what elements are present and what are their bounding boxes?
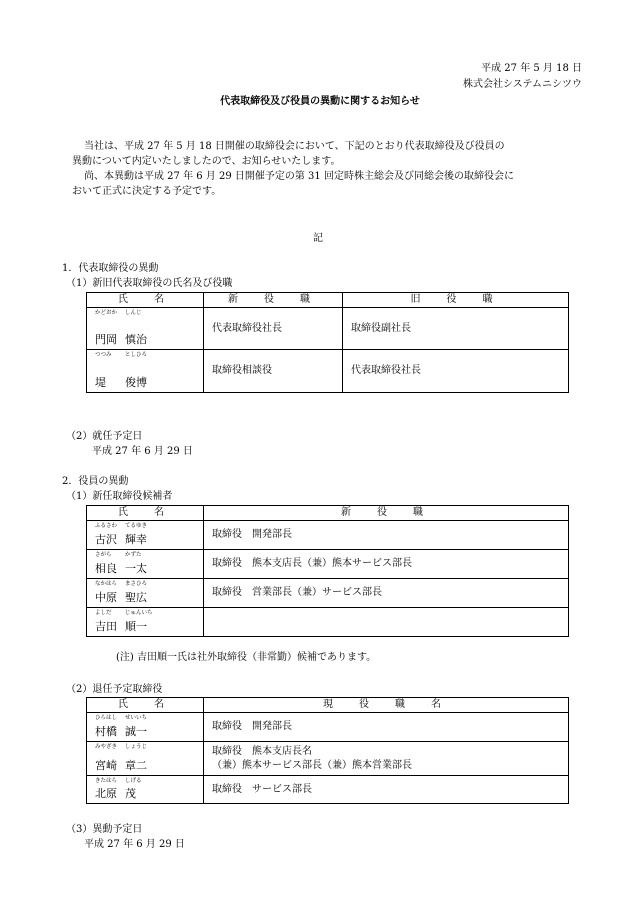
name-cell — [87, 713, 204, 742]
name-ruby: かどおか しんじ — [95, 310, 142, 316]
name-cell — [87, 308, 204, 350]
section-heading: 2．役員の異動 — [62, 476, 129, 487]
old-role-cell: 取締役副社長 — [343, 308, 569, 350]
person-name: 相良 一太 — [95, 562, 147, 575]
name-ruby: なかはら まさひろ — [95, 581, 148, 587]
header-name: 氏 名 — [87, 293, 204, 308]
subsection-heading: （2）退任予定取締役 — [66, 684, 163, 695]
table-header-row — [87, 506, 569, 521]
role-cell — [204, 776, 569, 804]
table-row — [87, 521, 569, 550]
name-ruby: つつみ としひろ — [95, 352, 148, 358]
role-line: 取締役 熊本支店長名 — [212, 745, 312, 757]
name-cell — [87, 350, 204, 393]
table-header-row — [87, 293, 569, 308]
name-cell — [87, 579, 204, 608]
name-ruby: ふるさわ てるゆき — [95, 523, 148, 529]
new-role-cell: 取締役相談役 — [204, 350, 343, 393]
name-ruby: よしだ じゅんいち — [95, 610, 153, 616]
role-cell: 取締役 営業部長（兼）サービス部長 — [204, 579, 569, 608]
table-row — [87, 742, 569, 776]
person-name: 宮崎 章二 — [95, 759, 147, 772]
name-cell — [87, 521, 204, 550]
table-row — [87, 608, 569, 637]
intro-line: 当社は、平成 27 年 5 月 18 日開催の取締役会において、下記のとおり代表取締役及び役員の — [84, 141, 505, 152]
table-row — [87, 579, 569, 608]
table-row — [87, 776, 569, 804]
role-cell — [204, 742, 569, 776]
effective-date: 平成 27 年 6 月 29 日 — [84, 839, 185, 850]
name-ruby: さがら かずた — [95, 552, 142, 558]
person-name: 堤 俊博 — [95, 376, 147, 389]
name-cell — [87, 550, 204, 579]
header-old-role: 旧 役 職 — [343, 293, 569, 308]
person-name: 古沢 輝幸 — [95, 533, 147, 546]
new-director-candidates-table — [86, 505, 569, 637]
company-name: 株式会社システムニシツウ — [463, 79, 582, 90]
new-role-cell: 代表取締役社長 — [204, 308, 343, 350]
intro-line: 尚、本異動は平成 27 年 6 月 29 日開催予定の第 31 回定時株主総会及び同総会後の取締役会に — [84, 171, 514, 182]
subsection-heading: （1）新任取締役候補者 — [66, 491, 173, 502]
name-cell — [87, 608, 204, 637]
role-line: 取締役 サービス部長 — [212, 783, 312, 795]
name-ruby: みやざき しょうじ — [95, 744, 148, 750]
candidate-note: (注) 吉田順一氏は社外取締役（非常勤）候補であります。 — [116, 652, 377, 663]
retiring-directors-table — [86, 697, 569, 804]
subsection-heading: （2）就任予定日 — [66, 431, 143, 442]
old-role-cell: 代表取締役社長 — [343, 350, 569, 393]
role-cell — [204, 713, 569, 742]
table-row — [87, 350, 569, 393]
role-cell — [204, 608, 569, 637]
section-heading: 1．代表取締役の異動 — [62, 263, 159, 274]
name-ruby: きたはら しげる — [95, 778, 142, 784]
person-name: 吉田 順一 — [95, 620, 147, 633]
person-name: 村橋 誠一 — [95, 725, 147, 738]
table-row — [87, 713, 569, 742]
header-name: 氏 名 — [87, 506, 204, 521]
header-new-role: 新 役 職 — [204, 506, 569, 521]
name-cell — [87, 742, 204, 776]
person-name: 中原 聖広 — [95, 591, 147, 604]
ki-heading: 記 — [313, 233, 323, 244]
table-row — [87, 550, 569, 579]
subsection-heading: （3）異動予定日 — [66, 824, 143, 835]
document-title: 代表取締役及び役員の異動に関するお知らせ — [220, 96, 420, 107]
role-line: 取締役 開発部長 — [212, 721, 292, 732]
role-line: （兼）熊本サービス部長（兼）熊本営業部長 — [212, 759, 412, 771]
name-ruby: ひらはし せいいち — [95, 715, 148, 721]
person-name: 北原 茂 — [95, 787, 136, 800]
document-date: 平成 27 年 5 月 18 日 — [481, 63, 582, 74]
table-header-row — [87, 698, 569, 713]
intro-line: 異動について内定いたしましたので、お知らせいたします。 — [72, 156, 341, 167]
header-name: 氏 名 — [87, 698, 204, 713]
intro-line: おいて正式に決定する予定です。 — [72, 186, 222, 197]
header-current-role: 現 役 職 名 — [204, 698, 569, 713]
role-cell: 取締役 熊本支店長（兼）熊本サービス部長 — [204, 550, 569, 579]
table-row — [87, 308, 569, 350]
name-cell — [87, 776, 204, 804]
representative-directors-table — [86, 292, 569, 393]
subsection-heading: （1）新旧代表取締役の氏名及び役職 — [66, 278, 233, 289]
role-cell: 取締役 開発部長 — [204, 521, 569, 550]
header-new-role: 新 役 職 — [204, 293, 343, 308]
effective-date: 平成 27 年 6 月 29 日 — [92, 446, 193, 457]
person-name: 門岡 慎治 — [95, 333, 147, 346]
